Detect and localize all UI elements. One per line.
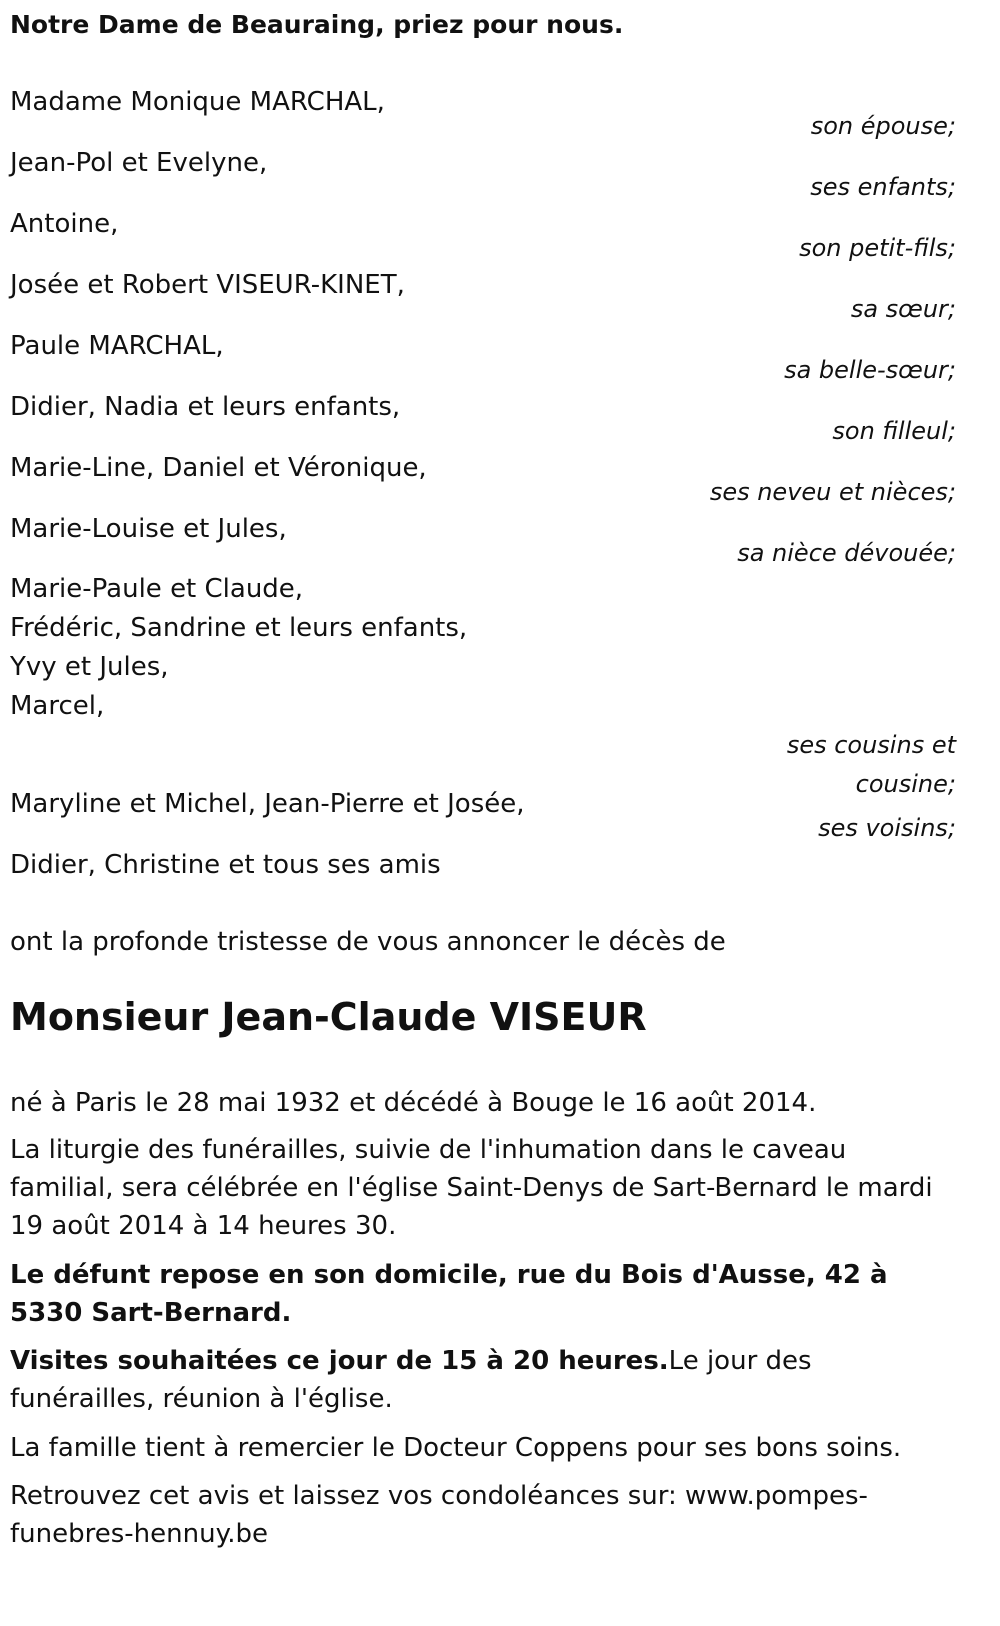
family-entry (10, 448, 956, 512)
family-role: son épouse; (810, 112, 956, 140)
family-names: Didier, Nadia et leurs enfants, (10, 392, 401, 422)
family-names: Josée et Robert VISEUR-KINET, (10, 270, 405, 300)
deceased-name: Monsieur Jean-Claude VISEUR (10, 995, 647, 1039)
friends-line: Didier, Christine et tous ses amis (10, 850, 441, 880)
family-entry (10, 387, 956, 451)
thanks-paragraph: La famille tient à remercier le Docteur Coppens pour ses bons soins. (10, 1433, 902, 1463)
liturgy-paragraph: La liturgie des funérailles, suivie de l'inhumation dans le caveau familial, sera célébrée en l'église Saint-Denys de Sart-Bernard le mardi 19 août 2014 à 14 heures 30. (10, 1135, 933, 1241)
family-entry (10, 204, 956, 268)
family-role: sa nièce dévouée; (737, 539, 956, 567)
family-names: Jean-Pol et Evelyne, (10, 148, 268, 178)
family-entry (10, 509, 956, 573)
family-entry (10, 82, 956, 146)
family-entry (10, 326, 956, 390)
family-role: son petit-fils; (799, 234, 956, 262)
condolences-paragraph: Retrouvez cet avis et laissez vos condoléances sur: www.pompes-funebres-hennuy.be (10, 1481, 868, 1549)
visits-paragraph (10, 1342, 950, 1418)
family-names: Madame Monique MARCHAL, (10, 87, 385, 117)
visits-rest: Le jour des funérailles, réunion à l'église. (10, 1346, 812, 1414)
family-role: ses neveu et nièces; (709, 478, 956, 506)
family-names: Marie-Paule et Claude, (10, 574, 304, 604)
family-role: ses cousins et (786, 731, 956, 759)
family-role: cousine; (855, 770, 956, 798)
family-role: sa belle-sœur; (784, 356, 956, 384)
birth-death-line: né à Paris le 28 mai 1932 et décédé à Bouge le 16 août 2014. (10, 1088, 817, 1118)
family-entry (10, 265, 956, 329)
family-entry (10, 784, 956, 848)
family-names: Antoine, (10, 209, 119, 239)
announcement: ont la profonde tristesse de vous annoncer le décès de (10, 927, 726, 957)
family-role: ses enfants; (810, 173, 956, 201)
family-names: Marie-Louise et Jules, (10, 514, 287, 544)
family-role: ses voisins; (818, 814, 956, 842)
family-names: Yvy et Jules, (10, 652, 169, 682)
visits-bold: Visites souhaitées ce jour de 15 à 20 heures. (10, 1346, 669, 1376)
family-names: Marie-Line, Daniel et Véronique, (10, 453, 427, 483)
family-entry (10, 143, 956, 207)
family-names: Marcel, (10, 691, 105, 721)
prayer-heading: Notre Dame de Beauraing, priez pour nous. (10, 10, 624, 39)
family-names: Paule MARCHAL, (10, 331, 224, 361)
family-names: Frédéric, Sandrine et leurs enfants, (10, 613, 468, 643)
rest-paragraph: Le défunt repose en son domicile, rue du Bois d'Ausse, 42 à 5330 Sart-Bernard. (10, 1260, 888, 1328)
family-role: sa sœur; (850, 295, 956, 323)
cousins-entry (10, 570, 956, 804)
family-role: son filleul; (832, 417, 956, 445)
family-names: Maryline et Michel, Jean-Pierre et Josée, (10, 789, 525, 819)
